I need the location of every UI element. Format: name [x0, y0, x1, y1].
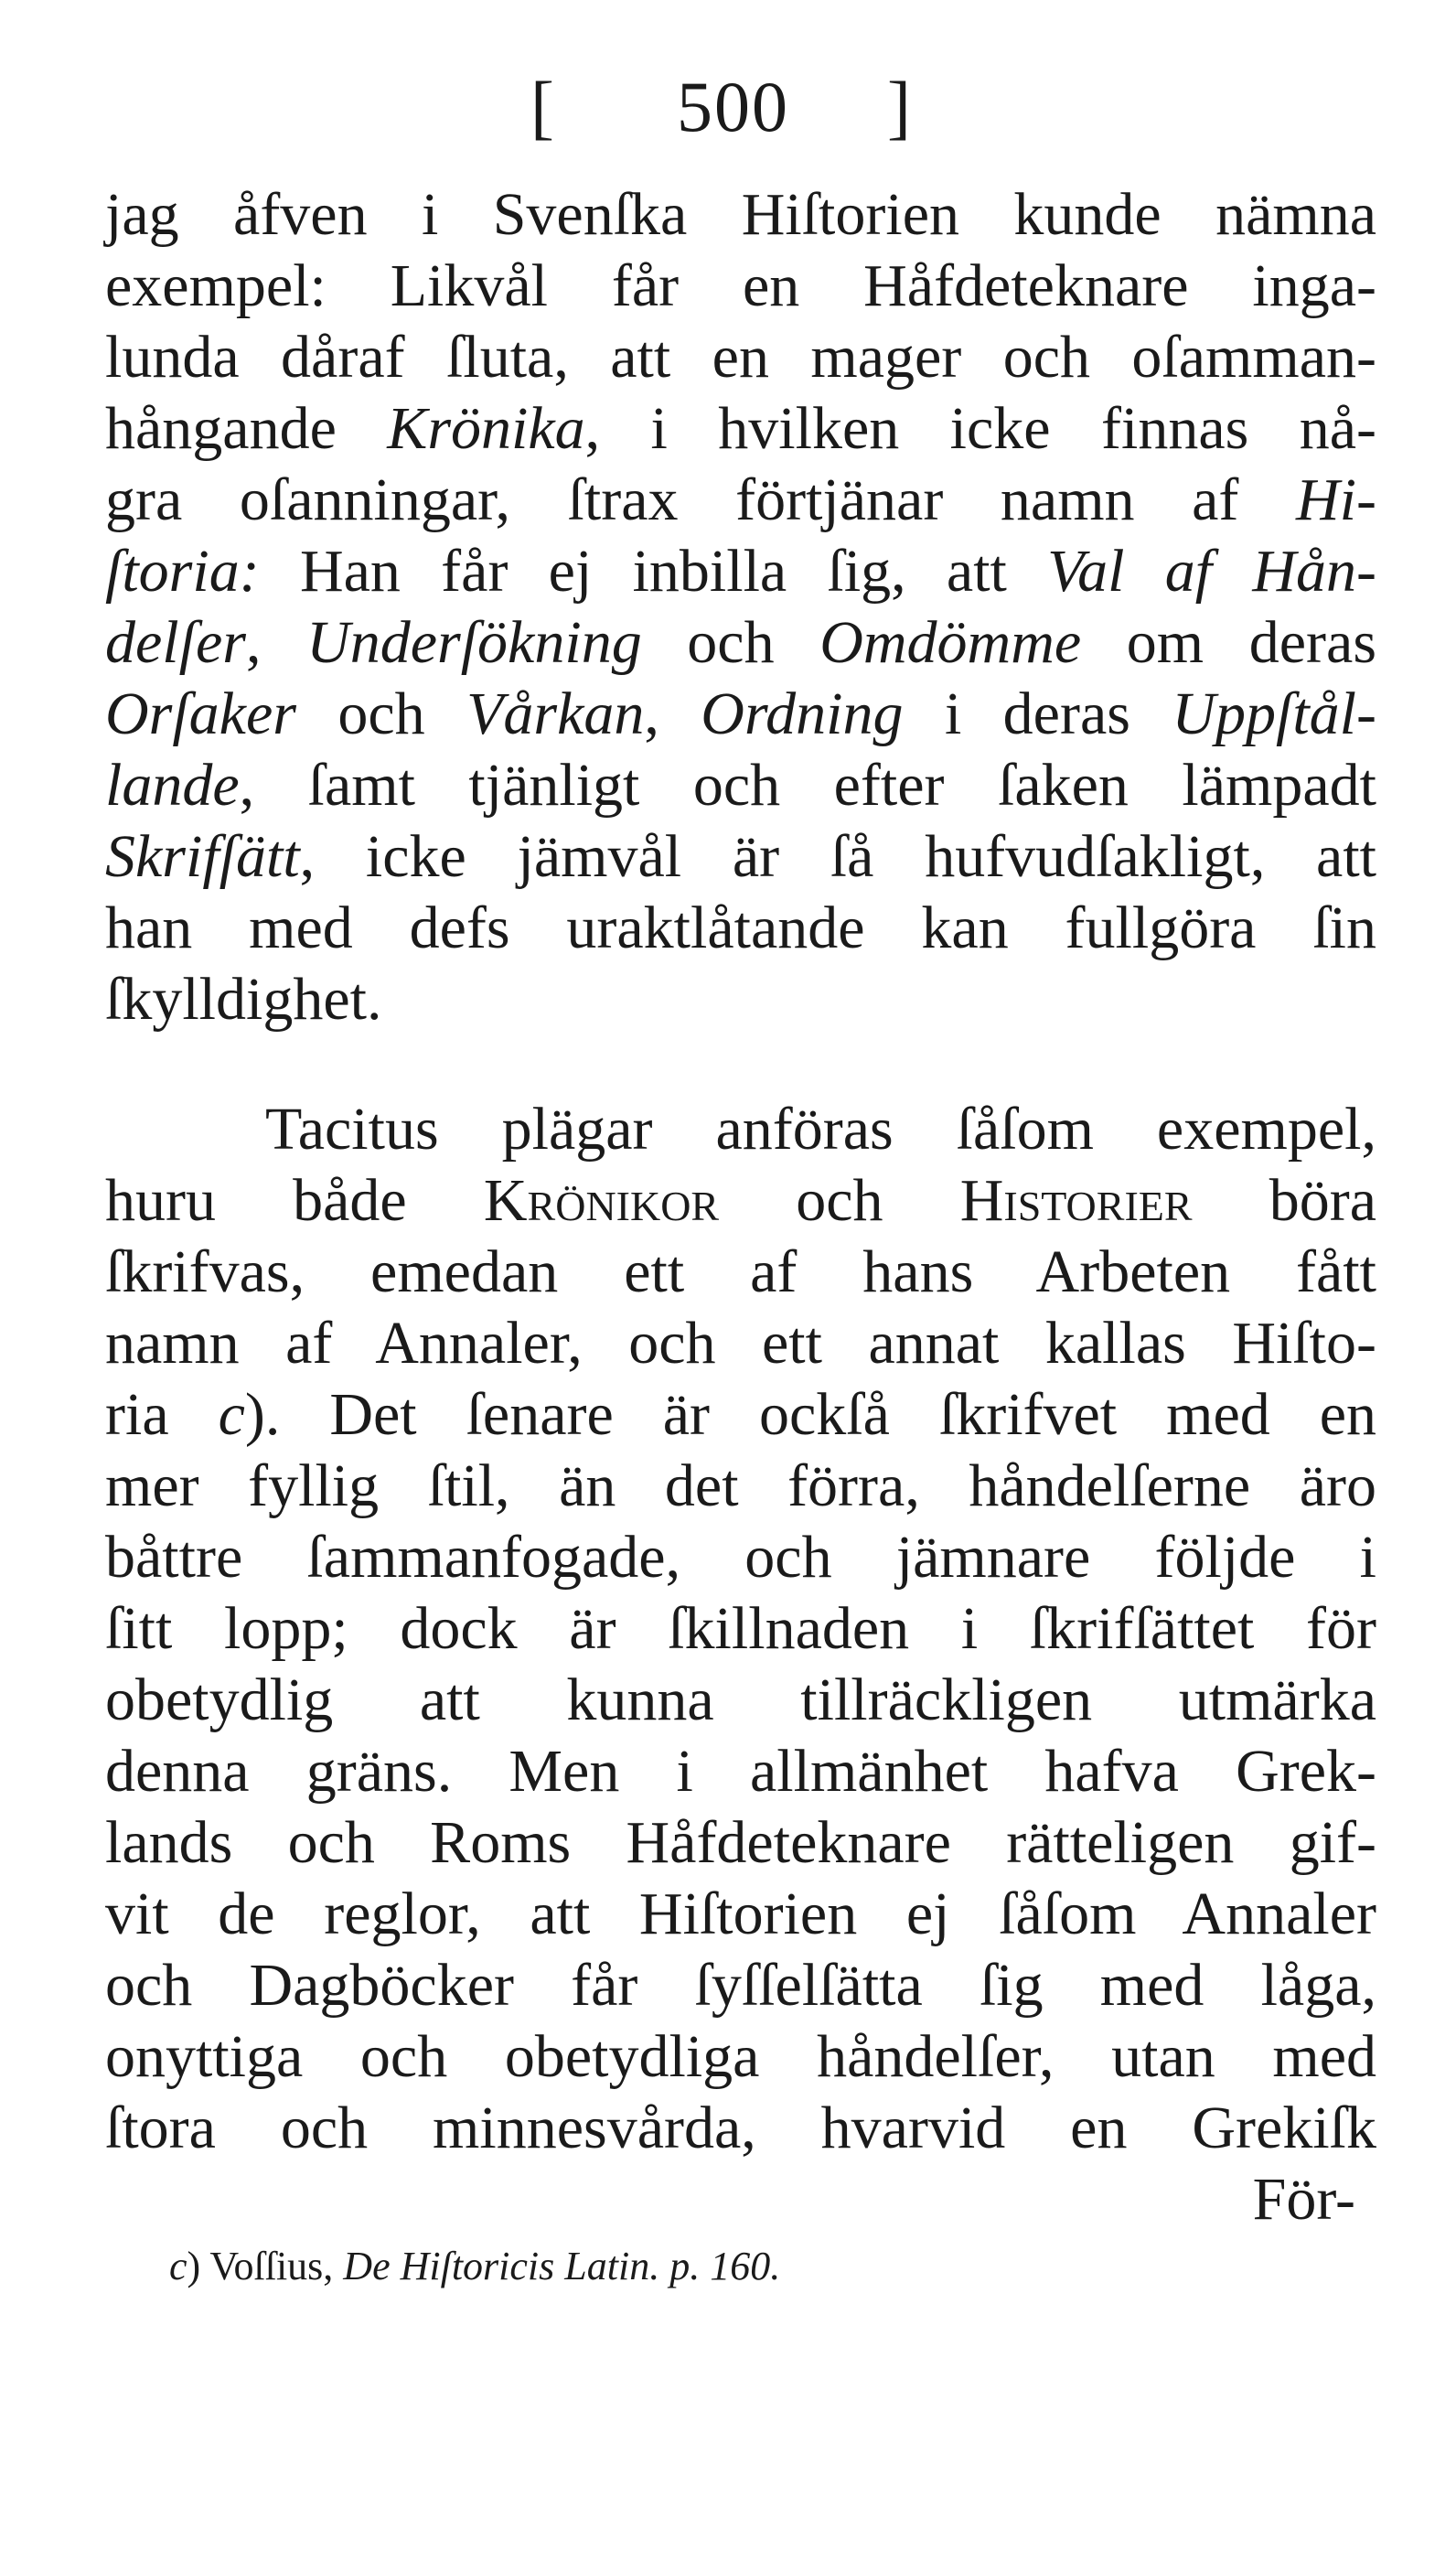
text-run: denna gräns. Men i allmänhet hafva Grek-: [105, 1738, 1376, 1805]
text-line: [105, 536, 1376, 607]
text-line: [105, 1950, 1376, 2021]
footnote: [169, 2239, 780, 2294]
text-line: [105, 1379, 1376, 1451]
right-bracket: ]: [887, 67, 911, 146]
text-run: exempel: Likvål får en Håfdeteknare inga-: [105, 252, 1376, 319]
text-run: och: [719, 1167, 960, 1234]
italic-term: Underſökning: [306, 609, 642, 676]
text-line: [105, 1736, 1376, 1807]
text-run: ,: [245, 609, 307, 676]
italic-term: Val af Hån-: [1047, 538, 1376, 605]
page-number: 500: [677, 67, 789, 146]
text-line: [105, 893, 1376, 964]
text-run: ) Voſſius,: [187, 2244, 344, 2288]
text-run: mer fyllig ſtil, än det förra, håndelſerne äro: [105, 1452, 1376, 1519]
text-line: [105, 465, 1376, 536]
italic-term: delſer: [105, 609, 246, 676]
text-line: [105, 179, 1376, 251]
text-run: , icke jämvål är ſå hufvudſakligt, att: [299, 823, 1376, 890]
text-run: om deras: [1081, 609, 1377, 676]
text-run: och: [641, 609, 820, 676]
italic-term: Ordning: [701, 681, 904, 747]
text-run: böra: [1192, 1167, 1376, 1234]
italic-term: Hi-: [1296, 466, 1376, 533]
text-line: [105, 1308, 1376, 1379]
text-run: båttre ſammanfogade, och jämnare följde i: [105, 1524, 1376, 1591]
text-line: [105, 821, 1376, 893]
text-line: [105, 1165, 1376, 1237]
text-line: [105, 1237, 1376, 1308]
footnote-marker: c: [218, 1381, 245, 1448]
text-line: [105, 322, 1376, 393]
text-run: huru både: [105, 1167, 484, 1234]
small-caps-term: Historier: [959, 1167, 1193, 1234]
text-line: [105, 750, 1376, 821]
text-line: [105, 251, 1376, 322]
text-run: ſkylldighet.: [105, 966, 382, 1033]
citation: De Hiſtoricis Latin. p. 160.: [343, 2244, 781, 2288]
text-run: och Dagböcker får ſyſſelſätta ſig med låga,: [105, 1952, 1376, 2019]
left-bracket: [: [530, 67, 554, 146]
text-run: , i hvilken icke finnas nå-: [584, 395, 1376, 462]
text-run: jag åfven i Svenſka Hiſtorien kunde nämna: [105, 181, 1376, 248]
italic-term: Omdömme: [819, 609, 1082, 676]
text-run: Tacitus plägar anföras ſåſom exempel,: [265, 1096, 1376, 1163]
italic-term: ſtoria:: [105, 538, 260, 605]
text-line: [105, 1522, 1376, 1593]
text-line: [105, 1807, 1376, 1879]
text-run: vit de reglor, att Hiſtorien ej ſåſom Annaler: [105, 1881, 1376, 1947]
italic-term: Skrifſätt: [105, 823, 300, 890]
text-run: i deras: [903, 681, 1172, 747]
text-line: [105, 2093, 1376, 2164]
text-run: , ſamt tjänligt och efter ſaken lämpadt: [239, 752, 1376, 819]
text-run: Han får ej inbilla ſig, att: [259, 538, 1048, 605]
text-run: ſkrifvas, emedan ett af hans Arbeten fått: [105, 1238, 1376, 1305]
page-header: [512, 57, 933, 157]
text-run: namn af Annaler, och ett annat kallas Hiſto-: [105, 1310, 1376, 1377]
italic-term: Vårkan: [466, 681, 645, 747]
text-line: [105, 393, 1376, 465]
text-run: han med defs uraktlåtande kan fullgöra ſin: [105, 895, 1376, 961]
catchword: För-: [1252, 2166, 1355, 2233]
text-run: hångande: [105, 395, 388, 462]
italic-term: Orſaker: [105, 681, 296, 747]
text-run: obetydlig att kunna tillräckligen utmärka: [105, 1666, 1376, 1733]
text-run: lands och Roms Håfdeteknare rätteligen gif-: [105, 1809, 1376, 1876]
text-line: [105, 607, 1376, 679]
text-line: [105, 1593, 1376, 1665]
text-line: [265, 1094, 1376, 1165]
text-run: ſitt lopp; dock är ſkillnaden i ſkrifſättet för: [105, 1595, 1376, 1662]
text-run: ). Det ſenare är ockſå ſkrifvet med en: [244, 1381, 1376, 1448]
text-line: [105, 679, 1376, 750]
text-line: [105, 1665, 1376, 1736]
text-line: [105, 964, 1376, 1035]
text-run: gra oſanningar, ſtrax förtjänar namn af: [105, 466, 1297, 533]
text-line: [105, 2021, 1376, 2093]
text-run: ,: [644, 681, 701, 747]
italic-term: Uppſtål-: [1172, 681, 1376, 747]
text-run: och: [295, 681, 467, 747]
small-caps-term: Krönikor: [483, 1167, 720, 1234]
text-run: ſtora och minnesvårda, hvarvid en Grekiſk: [105, 2095, 1376, 2161]
text-run: lunda dåraf ſluta, att en mager och oſamman-: [105, 324, 1376, 391]
text-run: onyttiga och obetydliga håndelſer, utan med: [105, 2023, 1376, 2090]
text-run: ria: [105, 1381, 219, 1448]
italic-term: lande: [105, 752, 240, 819]
footnote-marker: c: [169, 2244, 187, 2288]
text-line: [105, 1451, 1376, 1522]
italic-term: Krönika: [387, 395, 585, 462]
text-line: [105, 1879, 1376, 1950]
